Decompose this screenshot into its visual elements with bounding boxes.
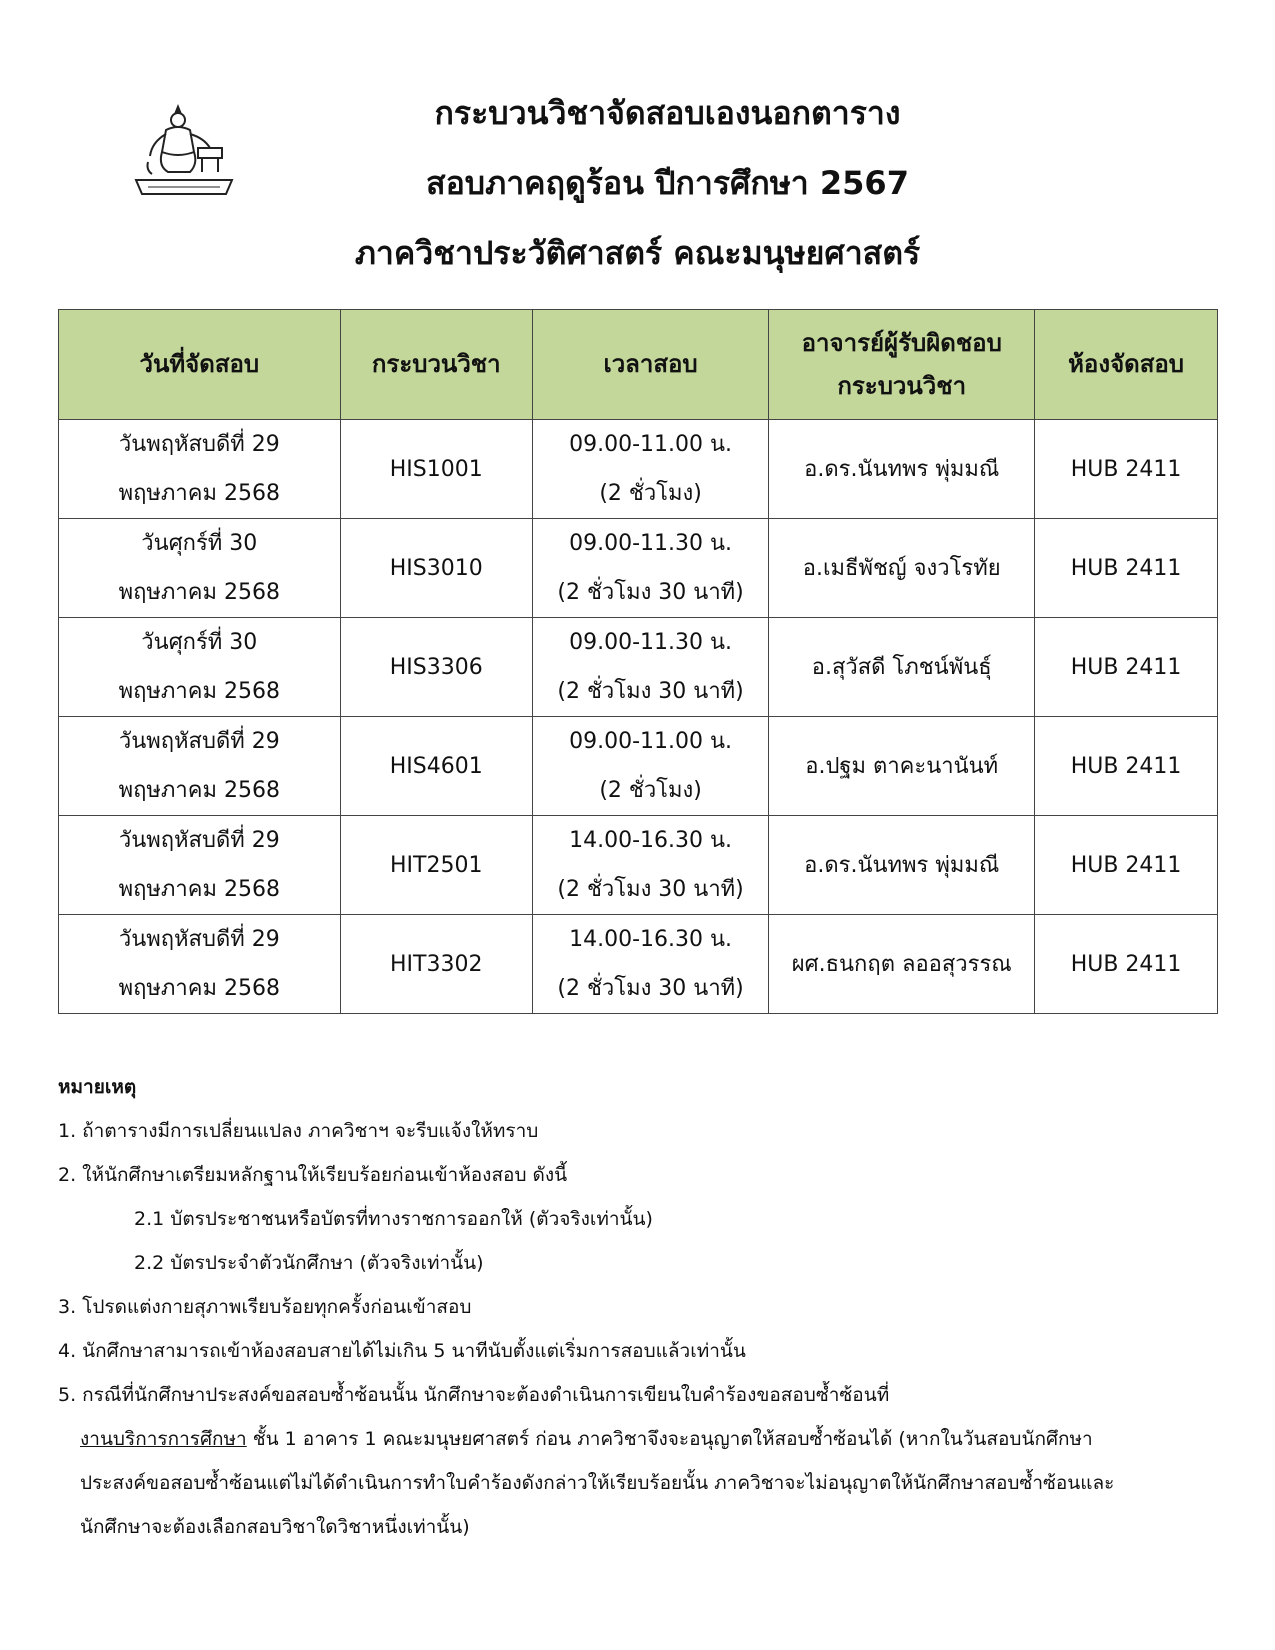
education-service-link-text: งานบริการการศึกษา — [80, 1428, 247, 1450]
note-2-1: 2.1 บัตรประชาชนหรือบัตรที่ทางราชการออกให้ (ตัวจริงเท่านั้น) — [134, 1208, 653, 1230]
cell-date — [59, 816, 341, 915]
cell-time — [532, 717, 768, 816]
cell-date — [59, 915, 341, 1014]
note-5-line-3: ประสงค์ขอสอบซ้ำซ้อนแต่ไม่ได้ดำเนินการทำใบคำร้องดังกล่าวให้เรียบร้อยนั้น ภาควิชาจะไม่อนุญาตให้นักศึกษาสอบซ้ำซ้อนและ — [80, 1472, 1115, 1494]
date-line-1: วันพฤหัสบดีที่ 29 — [118, 729, 280, 754]
time-line-1: 14.00-16.30 น. — [569, 927, 733, 952]
title-line-2: สอบภาคฤดูร้อน ปีการศึกษา 2567 — [426, 164, 909, 202]
time-line-1: 14.00-16.30 น. — [569, 828, 733, 853]
date-line-1: วันพฤหัสบดีที่ 29 — [118, 432, 280, 457]
date-line-2: พฤษภาคม 2568 — [118, 877, 280, 902]
date-line-1: วันศุกร์ที่ 30 — [141, 630, 258, 655]
cell-instructor: อ.ปฐม ตาคะนานันท์ — [769, 717, 1035, 816]
table-row — [59, 717, 1218, 816]
time-line-1: 09.00-11.30 น. — [569, 531, 733, 556]
note-5-line-1: 5. กรณีที่นักศึกษาประสงค์ขอสอบซ้ำซ้อนนั้น นักศึกษาจะต้องดำเนินการเขียนใบคำร้องขอสอบซ้ำซ้อนที่ — [58, 1384, 890, 1406]
cell-time — [532, 420, 768, 519]
note-5-line-2-rest: ชั้น 1 อาคาร 1 คณะมนุษยศาสตร์ ก่อน ภาควิชาจึงจะอนุญาตให้สอบซ้ำซ้อนได้ (หากในวันสอบนักศึกษา — [246, 1428, 1093, 1450]
cell-date — [59, 420, 341, 519]
table-row — [59, 618, 1218, 717]
date-line-1: วันพฤหัสบดีที่ 29 — [118, 828, 280, 853]
cell-course: HIT2501 — [340, 816, 532, 915]
document-title — [0, 78, 1275, 288]
notes-heading: หมายเหตุ — [58, 1076, 137, 1098]
date-line-2: พฤษภาคม 2568 — [118, 481, 280, 506]
time-line-2: (2 ชั่วโมง) — [599, 778, 702, 803]
header-instructor-line-2: กระบวนวิชา — [837, 371, 967, 400]
title-line-3: ภาควิชาประวัติศาสตร์ คณะมนุษยศาสตร์ — [354, 234, 921, 272]
header-course: กระบวนวิชา — [340, 310, 532, 420]
header-instructor-line-1: อาจารย์ผู้รับผิดชอบ — [801, 328, 1002, 357]
header-room: ห้องจัดสอบ — [1035, 310, 1218, 420]
cell-time — [532, 816, 768, 915]
note-4: 4. นักศึกษาสามารถเข้าห้องสอบสายได้ไม่เกิน 5 นาทีนับตั้งแต่เริ่มการสอบแล้วเท่านั้น — [58, 1340, 746, 1362]
header-instructor — [769, 310, 1035, 420]
cell-instructor: อ.สุวัสดี โภชน์พันธุ์ — [769, 618, 1035, 717]
table-row — [59, 816, 1218, 915]
time-line-1: 09.00-11.00 น. — [569, 432, 733, 457]
note-2-2: 2.2 บัตรประจำตัวนักศึกษา (ตัวจริงเท่านั้น) — [134, 1252, 484, 1274]
time-line-2: (2 ชั่วโมง 30 นาที) — [557, 580, 744, 605]
cell-course: HIS4601 — [340, 717, 532, 816]
time-line-2: (2 ชั่วโมง 30 นาที) — [557, 877, 744, 902]
title-line-1: กระบวนวิชาจัดสอบเองนอกตาราง — [434, 94, 901, 132]
time-line-2: (2 ชั่วโมง) — [599, 481, 702, 506]
cell-room: HUB 2411 — [1035, 519, 1218, 618]
cell-time — [532, 618, 768, 717]
time-line-1: 09.00-11.30 น. — [569, 630, 733, 655]
cell-room: HUB 2411 — [1035, 618, 1218, 717]
cell-instructor: อ.ดร.นันทพร พุ่มมณี — [769, 420, 1035, 519]
table-header-row — [59, 310, 1218, 420]
time-line-2: (2 ชั่วโมง 30 นาที) — [557, 976, 744, 1001]
cell-course: HIS1001 — [340, 420, 532, 519]
cell-time — [532, 519, 768, 618]
date-line-2: พฤษภาคม 2568 — [118, 976, 280, 1001]
table-row — [59, 915, 1218, 1014]
cell-room: HUB 2411 — [1035, 915, 1218, 1014]
note-3: 3. โปรดแต่งกายสุภาพเรียบร้อยทุกครั้งก่อนเข้าสอบ — [58, 1296, 472, 1318]
cell-instructor: อ.เมธีพัชญ์ จงวโรทัย — [769, 519, 1035, 618]
table-row — [59, 519, 1218, 618]
date-line-1: วันศุกร์ที่ 30 — [141, 531, 258, 556]
cell-course: HIS3306 — [340, 618, 532, 717]
exam-schedule-table — [58, 309, 1218, 1014]
cell-date — [59, 717, 341, 816]
time-line-2: (2 ชั่วโมง 30 นาที) — [557, 679, 744, 704]
cell-instructor: อ.ดร.นันทพร พุ่มมณี — [769, 816, 1035, 915]
cell-course: HIS3010 — [340, 519, 532, 618]
table-row — [59, 420, 1218, 519]
cell-room: HUB 2411 — [1035, 717, 1218, 816]
cell-room: HUB 2411 — [1035, 420, 1218, 519]
date-line-1: วันพฤหัสบดีที่ 29 — [118, 927, 280, 952]
header-time: เวลาสอบ — [532, 310, 768, 420]
cell-date — [59, 618, 341, 717]
cell-course: HIT3302 — [340, 915, 532, 1014]
cell-instructor: ผศ.ธนกฤต ลออสุวรรณ — [769, 915, 1035, 1014]
time-line-1: 09.00-11.00 น. — [569, 729, 733, 754]
note-1: 1. ถ้าตารางมีการเปลี่ยนแปลง ภาควิชาฯ จะรีบแจ้งให้ทราบ — [58, 1120, 539, 1142]
note-5-line-2 — [58, 1417, 1228, 1461]
date-line-2: พฤษภาคม 2568 — [118, 580, 280, 605]
notes-section — [58, 1065, 1228, 1549]
date-line-2: พฤษภาคม 2568 — [118, 778, 280, 803]
cell-room: HUB 2411 — [1035, 816, 1218, 915]
header-date: วันที่จัดสอบ — [59, 310, 341, 420]
cell-date — [59, 519, 341, 618]
cell-time — [532, 915, 768, 1014]
date-line-2: พฤษภาคม 2568 — [118, 679, 280, 704]
note-2: 2. ให้นักศึกษาเตรียมหลักฐานให้เรียบร้อยก่อนเข้าห้องสอบ ดังนี้ — [58, 1164, 568, 1186]
note-5-line-4: นักศึกษาจะต้องเลือกสอบวิชาใดวิชาหนึ่งเท่านั้น) — [80, 1516, 470, 1538]
